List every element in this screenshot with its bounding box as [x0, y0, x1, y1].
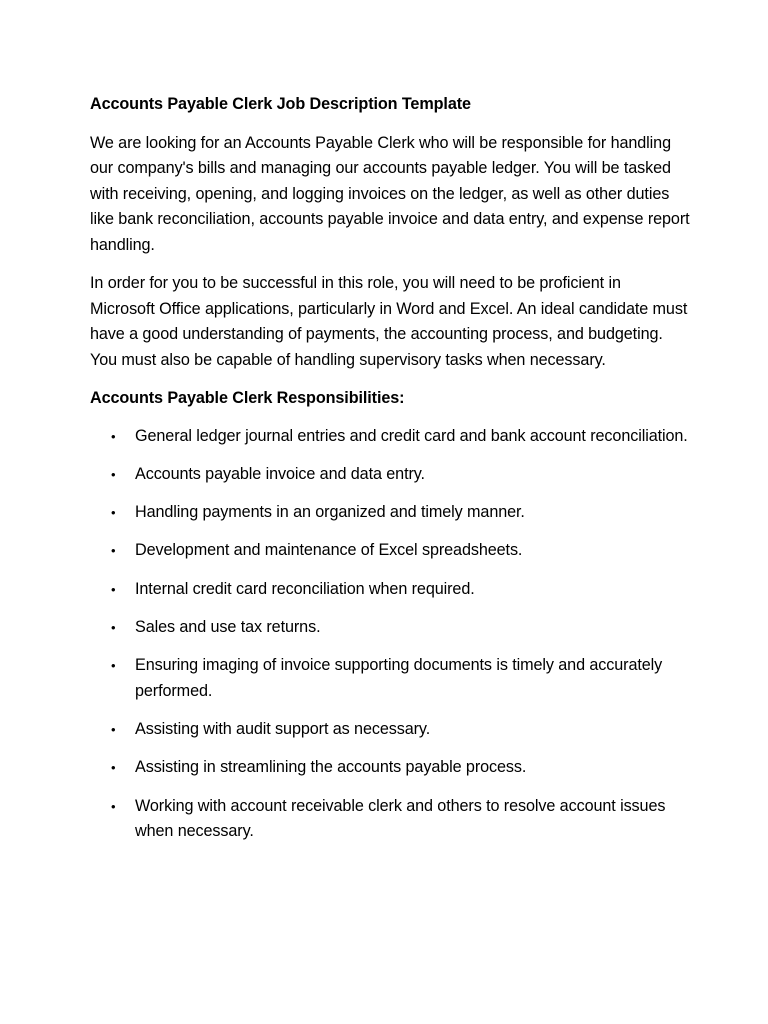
- list-item-text: Ensuring imaging of invoice supporting documents is timely and accurately performed.: [135, 656, 663, 700]
- list-item: [90, 462, 690, 488]
- bullet-icon: •: [111, 658, 116, 674]
- bullet-icon: •: [111, 619, 116, 635]
- bullet-icon: •: [111, 722, 116, 738]
- list-item-text: Assisting with audit support as necessary.: [135, 720, 431, 739]
- document-title: Accounts Payable Clerk Job Description Template: [90, 95, 471, 113]
- list-item: [90, 755, 690, 781]
- bullet-icon: •: [111, 581, 116, 597]
- list-item: [90, 794, 690, 845]
- list-item-text: Development and maintenance of Excel spreadsheets.: [135, 541, 523, 560]
- responsibilities-list: [90, 424, 690, 845]
- list-item-text: Accounts payable invoice and data entry.: [135, 464, 425, 483]
- intro-paragraph: We are looking for an Accounts Payable Clerk who will be responsible for handling our company's bills and managing our accounts payable ledger. You will be tasked with receiving, opening, and logging invoices on the ledger, as well as other duties like bank reconciliation, accounts payable invoice and data entry, and expense report handling.: [90, 133, 690, 254]
- list-item-text: Internal credit card reconciliation when required.: [135, 579, 475, 598]
- list-item-text: Sales and use tax returns.: [135, 617, 321, 636]
- responsibilities-heading: Accounts Payable Clerk Responsibilities:: [90, 389, 405, 407]
- list-item-text: Handling payments in an organized and timely manner.: [135, 503, 525, 522]
- list-item-text: Assisting in streamlining the accounts payable process.: [135, 758, 527, 777]
- bullet-icon: •: [111, 466, 116, 482]
- list-item-text: Working with account receivable clerk and others to resolve account issues when necessary.: [135, 796, 666, 841]
- list-item: [90, 653, 690, 704]
- requirements-paragraph: In order for you to be successful in this role, you will need to be proficient in Microsoft Office applications, particularly in Word and Excel. An ideal candidate must have a good understanding of payments, the accounting process, and budgeting. You must also be capable of handling supervisory tasks when necessary.: [90, 274, 688, 369]
- list-item: [90, 500, 690, 526]
- bullet-icon: •: [111, 760, 116, 776]
- list-item: [90, 424, 690, 450]
- list-item-text: General ledger journal entries and credit card and bank account reconciliation.: [135, 426, 688, 445]
- bullet-icon: •: [111, 428, 116, 444]
- bullet-icon: •: [111, 543, 116, 559]
- bullet-icon: •: [111, 798, 116, 814]
- document-content: [90, 92, 690, 857]
- bullet-icon: •: [111, 505, 116, 521]
- list-item: [90, 615, 690, 641]
- list-item: [90, 538, 690, 564]
- list-item: [90, 717, 690, 743]
- list-item: [90, 577, 690, 603]
